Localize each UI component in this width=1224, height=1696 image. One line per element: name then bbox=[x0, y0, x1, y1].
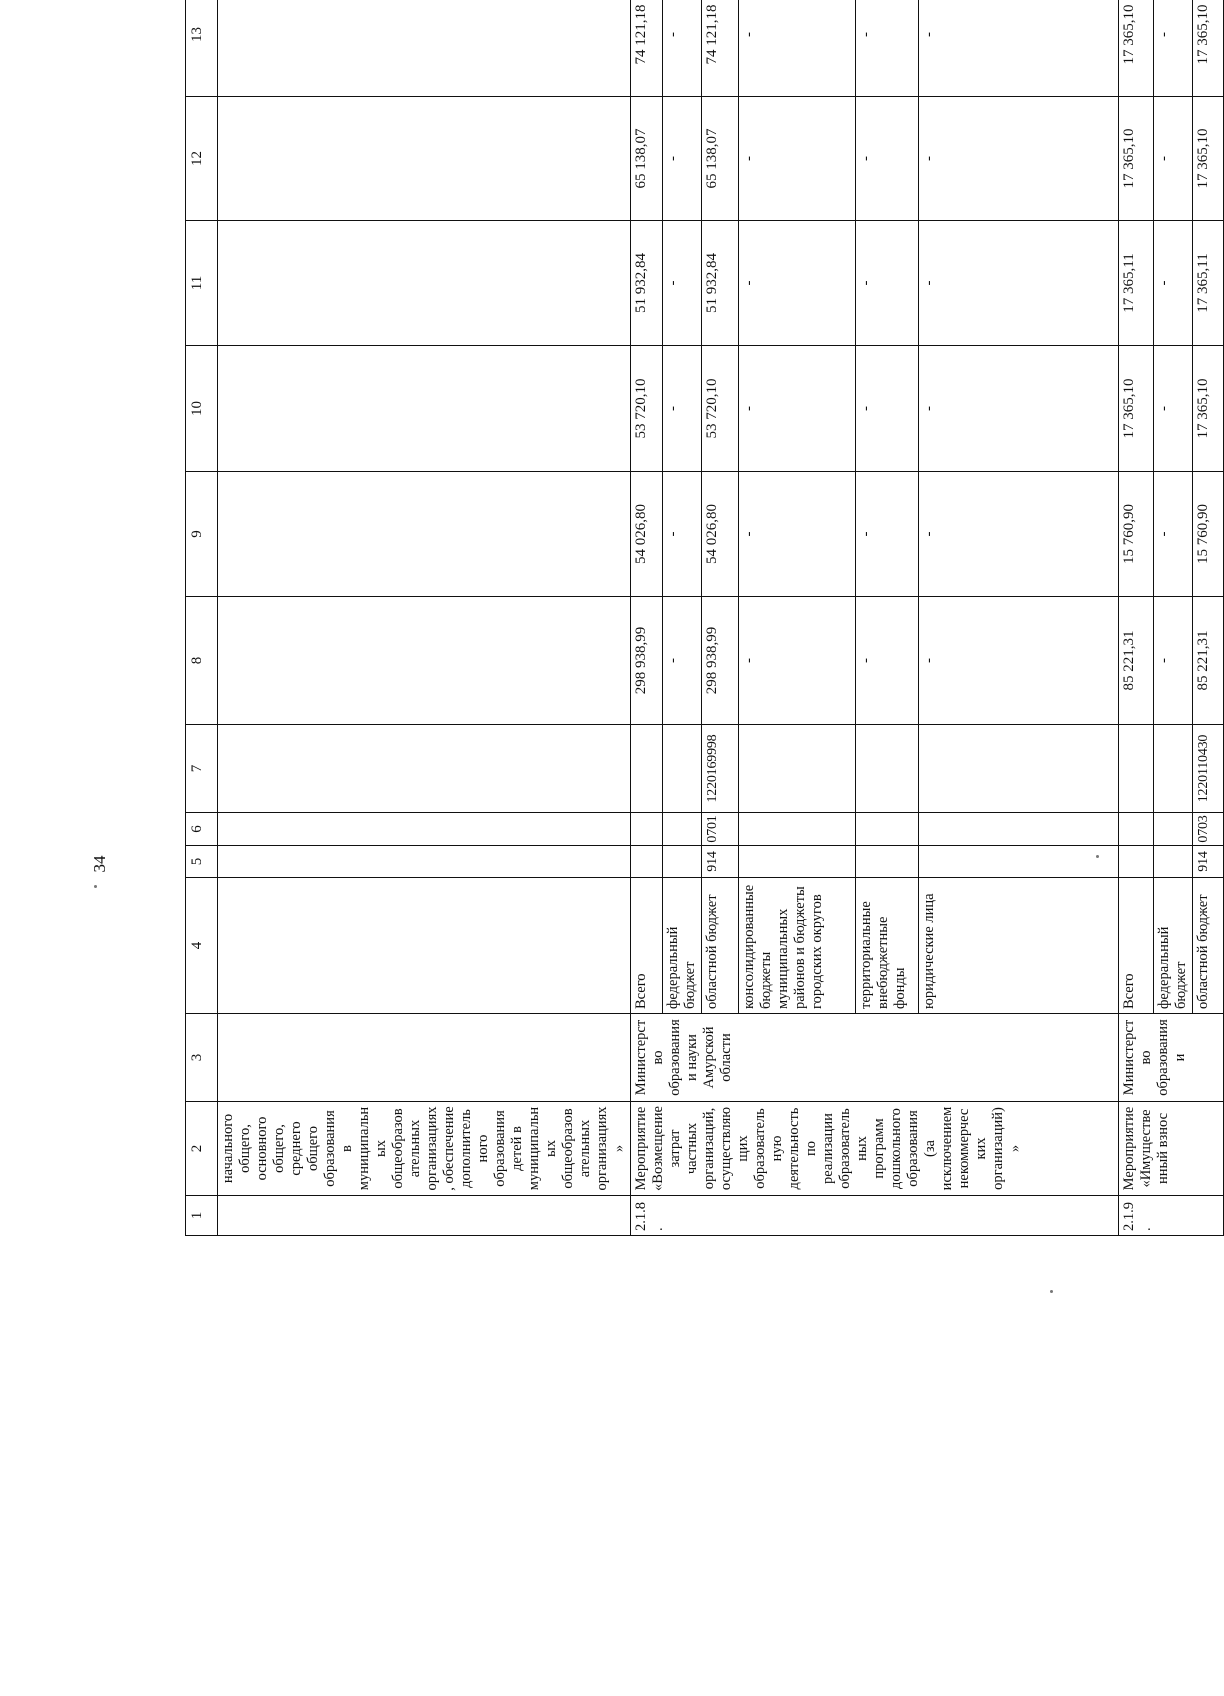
code-target bbox=[739, 725, 856, 813]
value-total: 298 938,99 bbox=[631, 597, 663, 725]
value-col-12: - bbox=[1154, 97, 1193, 221]
code-target: 1220169998 bbox=[702, 725, 739, 813]
scan-speck bbox=[1050, 1290, 1053, 1293]
value-col-12: - bbox=[856, 97, 919, 221]
header-cell: 13 bbox=[186, 0, 218, 97]
value-col-12: 65 138,07 bbox=[631, 97, 663, 221]
header-cell: 3 bbox=[186, 1014, 218, 1102]
value-col-9: 54 026,80 bbox=[631, 472, 663, 597]
funding-source: федеральный бюджет bbox=[1154, 878, 1193, 1014]
page-number: 34 bbox=[90, 855, 109, 873]
value-col-13: 74 121,18 bbox=[702, 0, 739, 97]
value-col-11: 51 932,84 bbox=[631, 221, 663, 346]
value-col-9: 15 760,90 bbox=[1193, 472, 1224, 597]
item-executor: Министерство образования и науки Амурской области bbox=[631, 1014, 1119, 1102]
table-row bbox=[631, 0, 663, 1236]
code-target bbox=[856, 725, 919, 813]
value-col-9: 15 760,90 bbox=[1119, 472, 1154, 597]
value-col-12: 17 365,10 bbox=[1119, 97, 1154, 221]
code-target bbox=[1119, 725, 1154, 813]
rotated-table-container bbox=[185, 4, 1211, 1236]
funding-source: Всего bbox=[631, 878, 663, 1014]
funding-source: консолидированные бюджеты муниципальных районов и бюджеты городских округов bbox=[739, 878, 856, 1014]
value-total: - bbox=[663, 597, 702, 725]
value-col-9: 54 026,80 bbox=[702, 472, 739, 597]
item-name: Мероприятие «Имущественный взнос bbox=[1119, 1102, 1224, 1196]
value-col-10: 17 365,10 bbox=[1193, 346, 1224, 472]
value-total: - bbox=[856, 597, 919, 725]
funding-source: Всего bbox=[1119, 878, 1154, 1014]
code-gr bbox=[631, 846, 663, 878]
value-col-13: 17 365,10 bbox=[1119, 0, 1154, 97]
value-col-13: - bbox=[663, 0, 702, 97]
value-col-10: - bbox=[919, 346, 1119, 472]
value-col-9: - bbox=[919, 472, 1119, 597]
value-col-13: - bbox=[1154, 0, 1193, 97]
header-cell: 6 bbox=[186, 813, 218, 846]
header-cell: 7 bbox=[186, 725, 218, 813]
header-cell: 5 bbox=[186, 846, 218, 878]
value-col-13: - bbox=[856, 0, 919, 97]
code-section bbox=[1119, 813, 1154, 846]
header-cell: 12 bbox=[186, 97, 218, 221]
value-col-9: - bbox=[739, 472, 856, 597]
value-col-11: - bbox=[919, 221, 1119, 346]
value-col-12: 17 365,10 bbox=[1193, 97, 1224, 221]
value-col-10: - bbox=[1154, 346, 1193, 472]
value-col-11: 17 365,11 bbox=[1119, 221, 1154, 346]
code-gr bbox=[856, 846, 919, 878]
code-section bbox=[856, 813, 919, 846]
item-name: Мероприятие «Возмещение затрат частных организаций, осуществляющих образовательную деятельность по реализации образовательных программ дошкольного образования (за исключением некоммерческих организаций)» bbox=[631, 1102, 1119, 1196]
code-gr bbox=[663, 846, 702, 878]
carryover-description: начального общего, основного общего, среднего общего образования в муниципальных общеобразовательных организациях, обеспечение дополнительного образования детей в муниципальных общеобразовательных организациях» bbox=[218, 1102, 631, 1196]
code-gr bbox=[1119, 846, 1154, 878]
value-col-10: - bbox=[663, 346, 702, 472]
value-total: 85 221,31 bbox=[1193, 597, 1224, 725]
code-gr bbox=[1154, 846, 1193, 878]
value-col-11: 51 932,84 bbox=[702, 221, 739, 346]
header-cell: 8 bbox=[186, 597, 218, 725]
item-2-1-9-group bbox=[1119, 0, 1224, 1236]
header-cell: 11 bbox=[186, 221, 218, 346]
value-col-10: - bbox=[856, 346, 919, 472]
funding-source: юридические лица bbox=[919, 878, 1119, 1014]
header-cell: 4 bbox=[186, 878, 218, 1014]
code-section bbox=[663, 813, 702, 846]
funding-source: областной бюджет bbox=[702, 878, 739, 1014]
header-cell: 1 bbox=[186, 1196, 218, 1236]
value-col-9: - bbox=[856, 472, 919, 597]
value-col-11: - bbox=[663, 221, 702, 346]
code-section bbox=[739, 813, 856, 846]
value-col-10: 53 720,10 bbox=[631, 346, 663, 472]
value-col-11: - bbox=[1154, 221, 1193, 346]
value-col-9: - bbox=[663, 472, 702, 597]
value-col-12: 65 138,07 bbox=[702, 97, 739, 221]
code-gr bbox=[919, 846, 1119, 878]
value-col-13: - bbox=[919, 0, 1119, 97]
value-col-13: - bbox=[739, 0, 856, 97]
header-row bbox=[186, 0, 218, 1236]
code-gr: 914 bbox=[702, 846, 739, 878]
value-col-11: - bbox=[739, 221, 856, 346]
header-cell: 9 bbox=[186, 472, 218, 597]
value-col-12: - bbox=[739, 97, 856, 221]
value-total: - bbox=[919, 597, 1119, 725]
header-cell: 2 bbox=[186, 1102, 218, 1196]
code-target bbox=[663, 725, 702, 813]
code-gr: 914 bbox=[1193, 846, 1224, 878]
funding-source: областной бюджет bbox=[1193, 878, 1224, 1014]
code-target bbox=[919, 725, 1119, 813]
table-row bbox=[1119, 0, 1154, 1236]
value-total: - bbox=[1154, 597, 1193, 725]
code-section: 0703 bbox=[1193, 813, 1224, 846]
value-total: 85 221,31 bbox=[1119, 597, 1154, 725]
code-section bbox=[919, 813, 1119, 846]
header-cell: 10 bbox=[186, 346, 218, 472]
value-col-12: - bbox=[919, 97, 1119, 221]
code-section bbox=[1154, 813, 1193, 846]
value-col-9: - bbox=[1154, 472, 1193, 597]
funding-source: федеральный бюджет bbox=[663, 878, 702, 1014]
value-col-13: 17 365,10 bbox=[1193, 0, 1224, 97]
value-col-10: - bbox=[739, 346, 856, 472]
value-col-10: 17 365,10 bbox=[1119, 346, 1154, 472]
value-col-12: - bbox=[663, 97, 702, 221]
budget-table bbox=[185, 0, 1224, 1236]
value-col-11: - bbox=[856, 221, 919, 346]
code-section: 0701 bbox=[702, 813, 739, 846]
scan-speck bbox=[94, 885, 97, 888]
value-col-10: 53 720,10 bbox=[702, 346, 739, 472]
value-total: - bbox=[739, 597, 856, 725]
item-2-1-8-group bbox=[631, 0, 1119, 1236]
funding-source: территориальные внебюджетные фонды bbox=[856, 878, 919, 1014]
code-target: 1220110430 bbox=[1193, 725, 1224, 813]
code-target bbox=[631, 725, 663, 813]
code-target bbox=[1154, 725, 1193, 813]
value-col-11: 17 365,11 bbox=[1193, 221, 1224, 346]
item-executor: Министерство образования и bbox=[1119, 1014, 1224, 1102]
code-gr bbox=[739, 846, 856, 878]
carryover-row bbox=[218, 0, 631, 1236]
code-section bbox=[631, 813, 663, 846]
value-total: 298 938,99 bbox=[702, 597, 739, 725]
item-number: 2.1.9. bbox=[1119, 1196, 1224, 1236]
value-col-13: 74 121,18 bbox=[631, 0, 663, 97]
item-number: 2.1.8. bbox=[631, 1196, 1119, 1236]
